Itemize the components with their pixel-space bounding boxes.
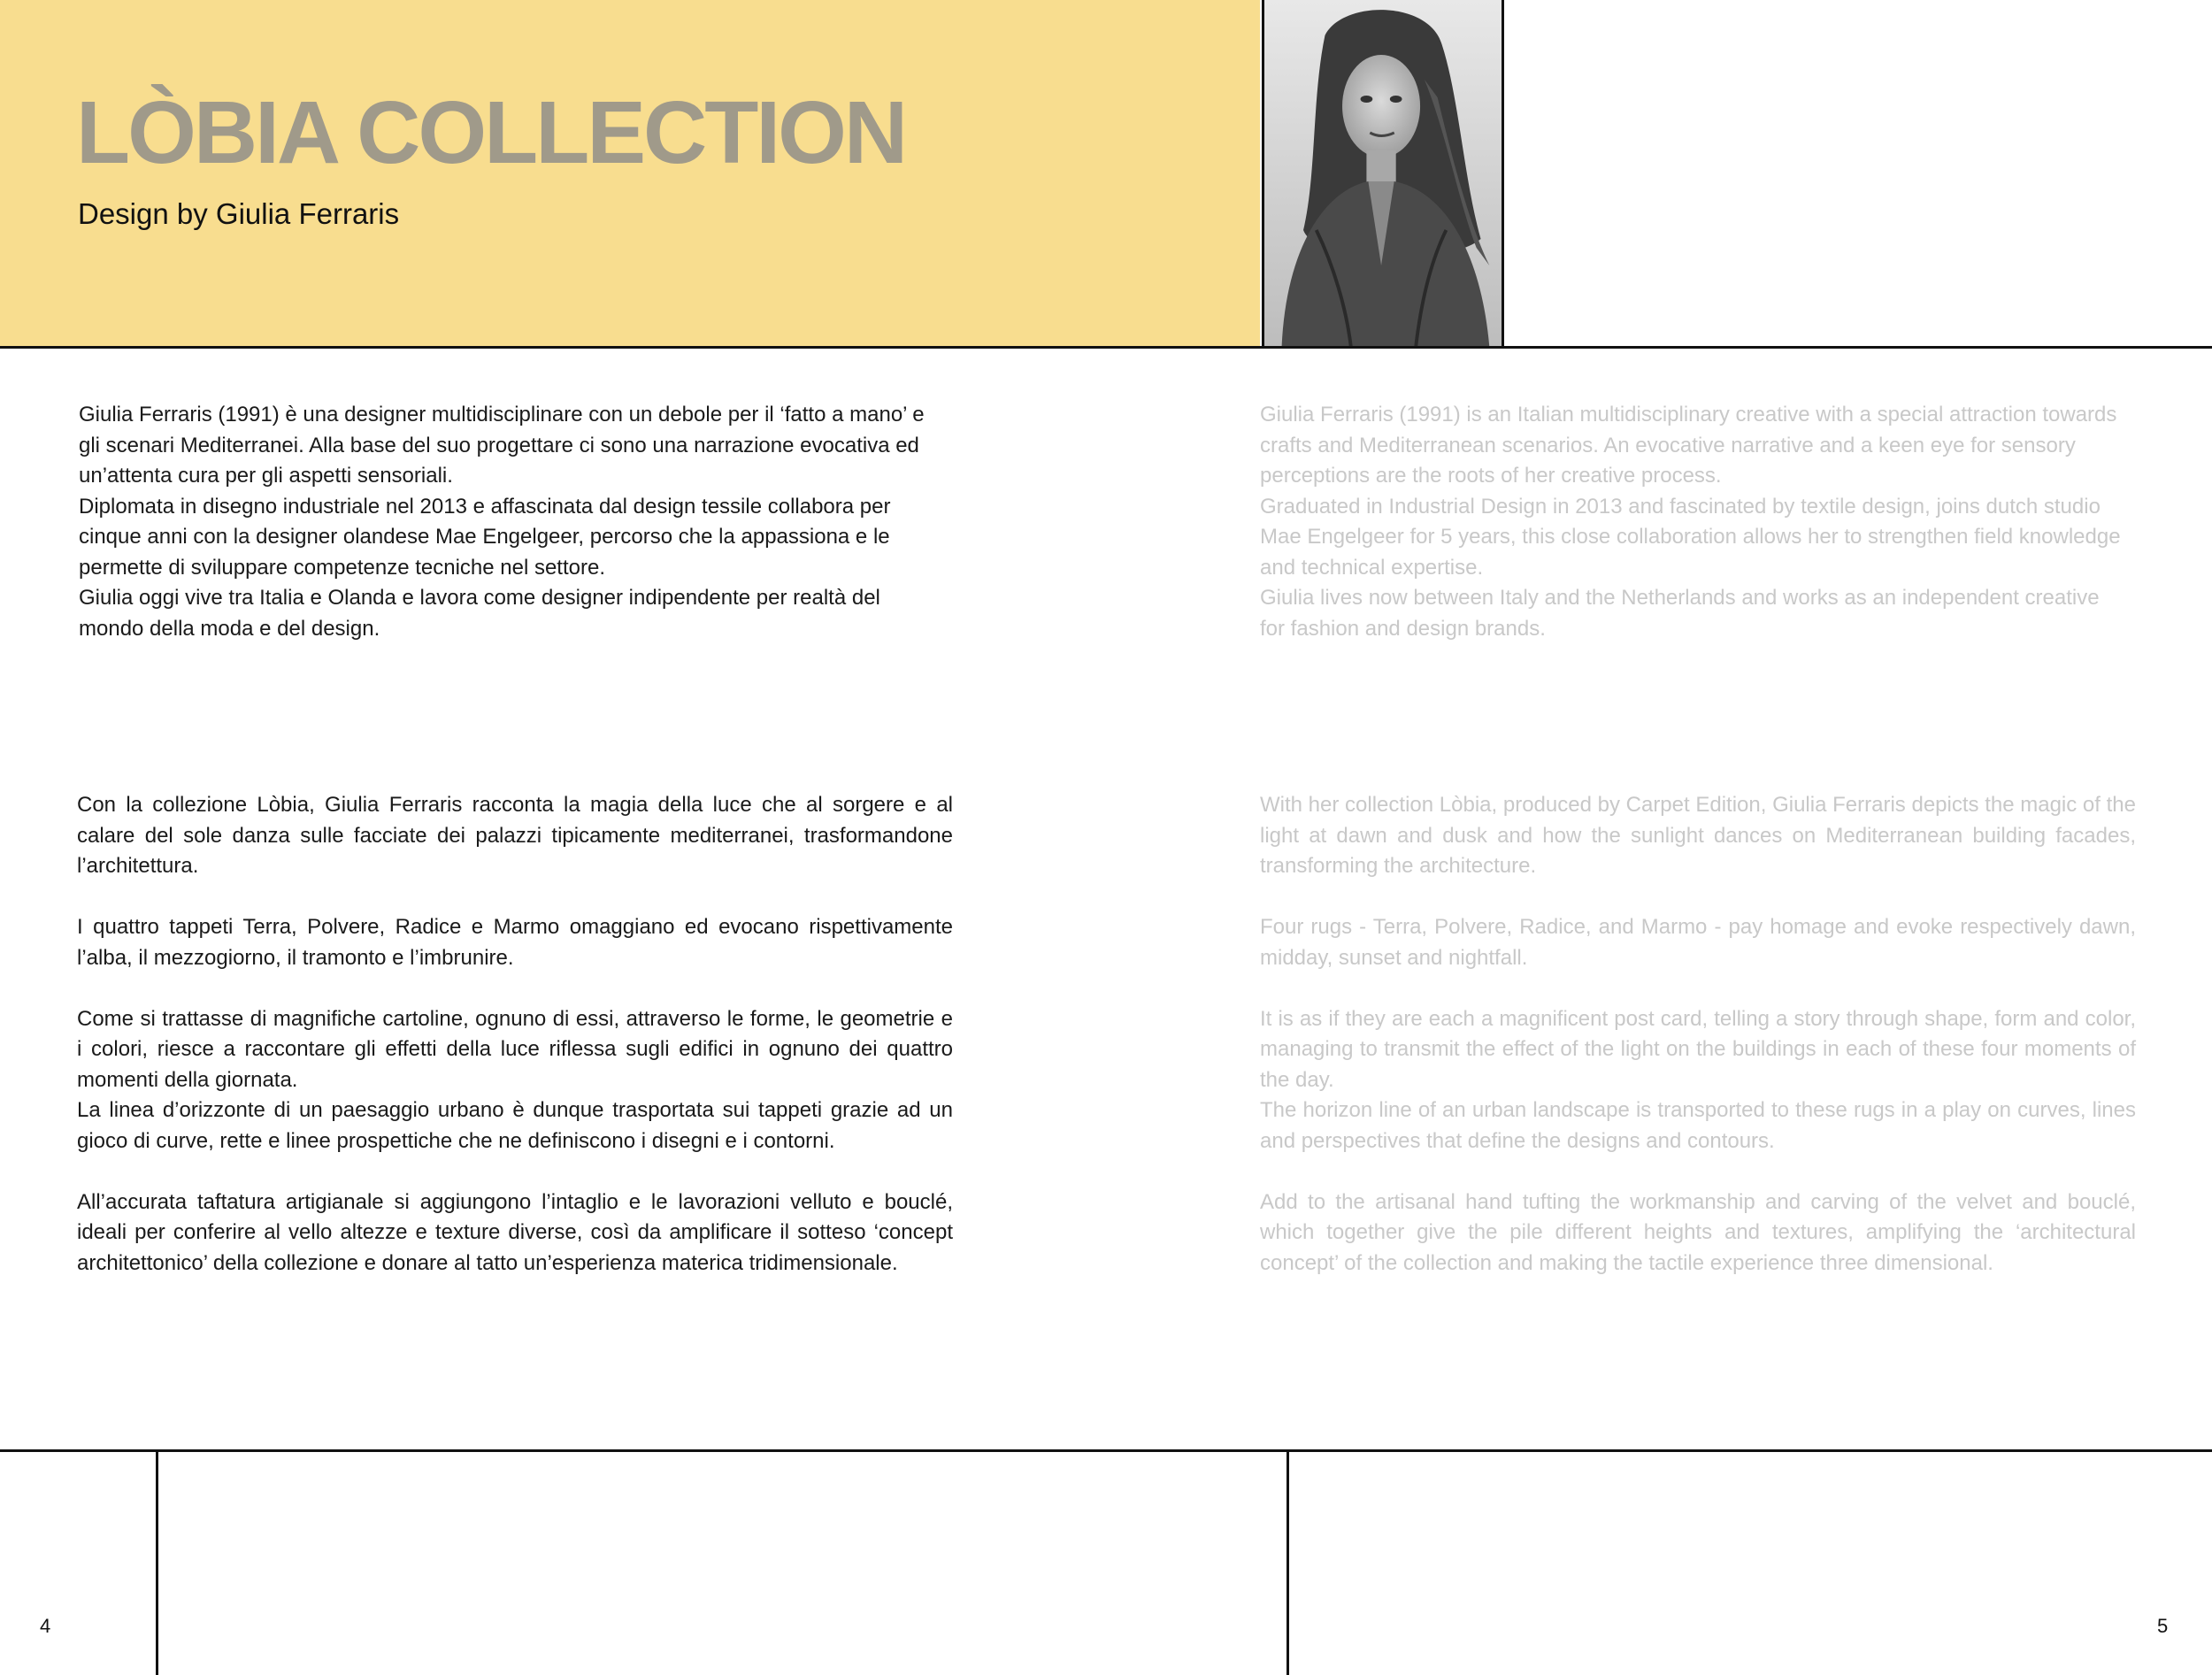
page-number-right: 5 [2157, 1615, 2169, 1637]
portrait-photo-icon [1264, 0, 1502, 347]
page-subtitle: Design by Giulia Ferraris [78, 197, 400, 230]
header-divider [0, 346, 2212, 349]
footer-column-line-center [1286, 1449, 1289, 1675]
header-band [0, 0, 1260, 347]
collection-english: With her collection Lòbia, produced by Carpet Edition, Giulia Ferraris depicts the magic of the light at dawn and dusk and how the sunlight dances on Mediterranean building facades, transforming the architecture. Four rugs - Terra, Polvere, Radice, and Marmo - pay homage and evoke respectively dawn, midday, sunset and nightfall. It is as if they are each a magnificent post card, telling a story through shape, form and color, managing to transmit the effect of the light on the buildings in each of these four moments of the day. The horizon line of an urban landscape is transported to these rugs in a play on curves, lines and perspectives that define the designs and contours. Add to the artisanal hand tufting the workmanship and carving of the velvet and bouclé, which together give the pile different heights and textures, amplifying the ‘architectural concept’ of the collection and making the tactile experience three dimensional. [1260, 793, 2136, 1275]
page-number-left: 4 [40, 1615, 51, 1637]
bio-english: Giulia Ferraris (1991) is an Italian multidisciplinary creative with a special attraction towards crafts and Mediterranean scenarios. An evocative narrative and a keen eye for sensory perceptions are the roots of her creative process. Graduated in Industrial Design in 2013 and fascinated by textile design, joins dutch studio Mae Engelgeer for 5 years, this close collaboration allows her to strengthen field knowledge and technical expertise. Giulia lives now between Italy and the Netherlands and works as an independent creative for fashion and design brands. [1260, 403, 2121, 641]
bio-italian: Giulia Ferraris (1991) è una designer multidisciplinare con un debole per il ‘fatto a mano’ e gli scenari Mediterranei. Alla base del suo progettare ci sono una narrazione evocativa ed un’attenta cura per gli aspetti sensoriali. Diplomata in disegno industriale nel 2013 e affascinata dal design tessile collabora per cinque anni con la designer olandese Mae Engelgeer, percorso che la appassiona e le permette di sviluppare competenze tecniche nel settore. Giulia oggi vive tra Italia e Olanda e lavora come designer indipendente per realtà del mondo della moda e del design. [79, 403, 925, 641]
page-title: LÒBIA COLLECTION [76, 83, 906, 182]
designer-portrait-photo [1262, 0, 1504, 347]
footer-column-line-left [156, 1449, 158, 1675]
footer-divider [0, 1449, 2212, 1452]
collection-italian: Con la collezione Lòbia, Giulia Ferraris racconta la magia della luce che al sorgere e al calare del sole danza sulle facciate dei palazzi tipicamente mediterranei, trasformandone l’architettura. I quattro tappeti Terra, Polvere, Radice e Marmo omaggiano ed evocano rispettivamente l’alba, il mezzogiorno, il tramonto e l’imbrunire. Come si trattasse di magnifiche cartoline, ognuno di essi, attraverso le forme, le geometrie e i colori, riesce a raccontare gli effetti della luce riflessa sugli edifici in ognuno dei quattro momenti della giornata. La linea d’orizzonte di un paesaggio urbano è dunque trasportata sui tappeti grazie ad un gioco di curve, rette e linee prospettiche che ne definiscono i disegni e i contorni. All’accurata taftatura artigianale si aggiungono l’intaglio e le lavorazioni velluto e bouclé, ideali per conferire al vello altezze e texture diverse, così da amplificare il sotteso ‘concept architettonico’ della collezione e donare al tatto un’esperienza materica tridimensionale. [77, 793, 953, 1275]
